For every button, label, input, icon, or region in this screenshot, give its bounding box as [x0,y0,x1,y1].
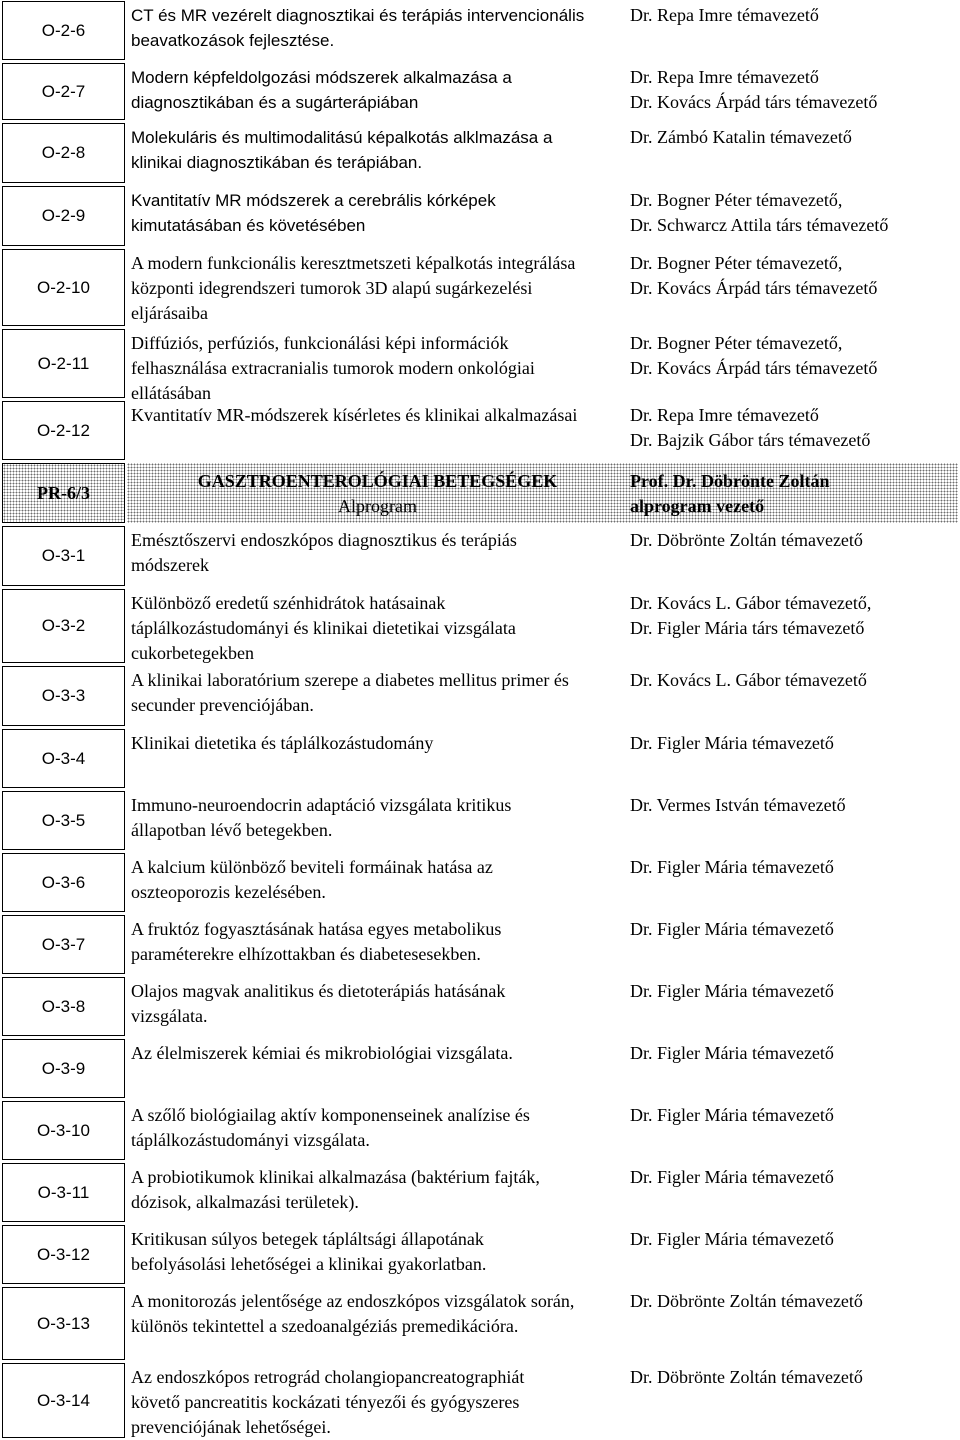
topic-title [131,528,626,578]
advisor-line: Dr. Bogner Péter témavezető, [630,333,843,353]
topic-title-line: Kvantitatív MR módszerek a cerebrális kórképek [131,191,496,210]
topic-title [131,3,626,53]
subprogram-title-block [127,463,628,523]
topic-advisors [630,979,955,1004]
topic-row [0,728,960,790]
topic-title [131,668,626,718]
advisor-line: Dr. Figler Mária témavezető [630,857,834,877]
topic-title [131,1103,626,1153]
topic-title [131,188,626,238]
advisor-line: Dr. Repa Imre témavezető [630,405,819,425]
topic-advisors [630,917,955,942]
topic-title-line: A modern funkcionális keresztmetszeti képalkotás integrálása [131,253,576,273]
topic-row [0,122,960,185]
topic-code: O-3-10 [2,1101,125,1160]
topic-row [0,1224,960,1286]
subprogram-leader-role: alprogram vezető [630,496,765,516]
topic-title-line: kimutatásában és követésében [131,216,366,235]
topic-code: O-2-11 [2,329,125,398]
topic-code: O-3-3 [2,666,125,726]
topic-row [0,185,960,248]
topic-title-line: különös tekintettel a szedoanalgéziás premedikációra. [131,1316,519,1336]
topic-title-line: eljárásaiba [131,303,208,323]
advisor-line: Dr. Schwarcz Attila társ témavezető [630,215,889,235]
topic-advisors [630,1165,955,1190]
topic-title-line: A probiotikumok klinikai alkalmazása (baktérium fajták, [131,1167,540,1187]
topic-title-line: A fruktóz fogyasztásának hatása egyes metabolikus [131,919,502,939]
topic-group-o3 [0,525,960,1440]
topic-title-line: klinikai diagnosztikában és terápiában. [131,153,423,172]
advisor-line: Dr. Döbrönte Zoltán témavezető [630,1291,863,1311]
advisor-line: Dr. Repa Imre témavezető [630,67,819,87]
topic-title-line: állapotban lévő betegekben. [131,820,333,840]
topic-title-line: A monitorozás jelentősége az endoszkópos vizsgálatok során, [131,1291,575,1311]
topic-row [0,62,960,122]
topic-advisors [630,331,955,381]
topic-code: O-2-7 [2,63,125,120]
topic-advisors [630,1365,955,1390]
advisor-line: Dr. Bogner Péter témavezető, [630,190,843,210]
topic-advisors [630,528,955,553]
topic-advisors [630,1227,955,1252]
topic-advisors [630,668,955,693]
topic-title [131,251,626,326]
topic-code: O-3-9 [2,1039,125,1098]
topic-title-line: befolyásolási lehetőségei a klinikai gyakorlatban. [131,1254,487,1274]
topic-code: O-3-4 [2,729,125,788]
topic-title-line: paraméterekre elhízottakban és diabetesesekben. [131,944,481,964]
advisor-line: Dr. Repa Imre témavezető [630,5,819,25]
topic-row [0,790,960,852]
topic-code: O-2-12 [2,401,125,460]
topic-title-line: dózisok, alkalmazási területek). [131,1192,359,1212]
topic-code: O-3-7 [2,915,125,974]
subprogram-leader-name: Prof. Dr. Döbrönte Zoltán [630,471,830,491]
advisor-line: Dr. Figler Mária témavezető [630,981,834,1001]
topic-title-line: központi idegrendszeri tumorok 3D alapú sugárkezelési [131,278,533,298]
topic-code: O-3-12 [2,1225,125,1284]
topic-title [131,731,626,756]
topic-advisors [630,1103,955,1128]
topic-title-line: CT és MR vezérelt diagnosztikai és terápiás intervencionális [131,6,585,25]
topic-title-line: beavatkozások fejlesztése. [131,31,335,50]
topic-title [131,1041,626,1066]
topic-row [0,1100,960,1162]
advisor-line: Dr. Figler Mária témavezető [630,919,834,939]
topic-title-line: A kalcium különböző beviteli formáinak hatása az [131,857,493,877]
topic-advisors [630,591,955,641]
advisor-line: Dr. Kovács L. Gábor témavezető [630,670,867,690]
topic-row [0,665,960,728]
topic-code: O-2-10 [2,249,125,326]
topic-advisors [630,125,955,150]
topic-title-line: módszerek [131,555,209,575]
topic-advisors [630,188,955,238]
topic-advisors [630,1041,955,1066]
topic-code: O-3-5 [2,791,125,850]
topic-row [0,248,960,328]
advisor-line: Dr. Kovács Árpád társ témavezető [630,358,878,378]
topic-title-line: Az endoszkópos retrográd cholangiopancreatographiát [131,1367,525,1387]
topic-row [0,1038,960,1100]
topic-row [0,400,960,462]
topic-advisors [630,65,955,115]
topic-title-line: táplálkozástudományi és klinikai dietetikai vizsgálata [131,618,516,638]
topic-title-line: Kvantitatív MR-módszerek kísérletes és klinikai alkalmazásai [131,405,578,425]
topic-title-line: vizsgálata. [131,1006,208,1026]
topic-code: O-3-6 [2,853,125,912]
topic-advisors [630,793,955,818]
topic-title [131,591,626,666]
advisor-line: Dr. Kovács Árpád társ témavezető [630,278,878,298]
topic-title-line: Diffúziós, perfúziós, funkcionálási képi információk [131,333,509,353]
topic-group-o2 [0,0,960,462]
topic-title-line: Különböző eredetű szénhidrátok hatásainak [131,593,446,613]
topic-title [131,1365,626,1440]
topic-title-line: prevenciójának lehetőségei. [131,1417,331,1437]
topic-code: O-3-2 [2,589,125,663]
topic-title [131,793,626,843]
topic-title [131,855,626,905]
topic-row [0,0,960,62]
topic-title-line: ellátásában [131,383,211,403]
advisor-line: Dr. Figler Mária témavezető [630,1043,834,1063]
topic-title [131,331,626,406]
subprogram-title: GASZTROENTEROLÓGIAI BETEGSÉGEK [197,471,558,491]
topic-title [131,979,626,1029]
topic-code: O-3-13 [2,1287,125,1360]
subprogram-code: PR-6/3 [2,463,125,523]
topic-advisors [630,403,955,453]
topic-advisors [630,855,955,880]
topic-title-line: Klinikai dietetika és táplálkozástudomány [131,733,434,753]
advisor-line: Dr. Figler Mária témavezető [630,1105,834,1125]
topic-title-line: A klinikai laboratórium szerepe a diabetes mellitus primer és [131,670,569,690]
advisor-line: Dr. Figler Mária témavezető [630,1229,834,1249]
topic-row [0,1162,960,1224]
topic-title-line: felhasználása extracranialis tumorok modern onkológiai [131,358,535,378]
topic-title-line: táplálkozástudományi vizsgálata. [131,1130,370,1150]
topic-advisors [630,251,955,301]
topic-code: O-2-8 [2,123,125,183]
topic-title-line: A szőlő biológiailag aktív komponenseinek analízise és [131,1105,530,1125]
topic-title-line: Kritikusan súlyos betegek tápláltsági állapotának [131,1229,484,1249]
topic-title-line: cukorbetegekben [131,643,254,663]
advisor-line: Dr. Bajzik Gábor társ témavezető [630,430,871,450]
topic-row [0,525,960,588]
topic-row [0,1286,960,1362]
topic-row [0,1362,960,1440]
topic-row [0,852,960,914]
topic-row [0,914,960,976]
topic-title-line: Az élelmiszerek kémiai és mikrobiológiai vizsgálata. [131,1043,513,1063]
topic-title [131,403,626,428]
advisor-line: Dr. Vermes István témavezető [630,795,846,815]
advisor-line: Dr. Kovács Árpád társ témavezető [630,92,878,112]
advisor-line: Dr. Döbrönte Zoltán témavezető [630,530,863,550]
advisor-line: Dr. Figler Mária társ témavezető [630,618,865,638]
topic-code: O-2-6 [2,1,125,60]
topic-title-line: oszteoporozis kezelésében. [131,882,326,902]
subprogram-leader-block [628,463,958,523]
topic-title [131,1165,626,1215]
topic-title-line: Olajos magvak analitikus és dietoterápiás hatásának [131,981,506,1001]
topic-advisors [630,731,955,756]
topic-code: O-3-1 [2,526,125,586]
subprogram-subtitle: Alprogram [338,496,417,516]
topic-title-line: Immuno-neuroendocrin adaptáció vizsgálata kritikus [131,795,512,815]
topic-title-line: diagnosztikában és a sugárterápiában [131,93,419,112]
advisor-line: Dr. Kovács L. Gábor témavezető, [630,593,872,613]
advisor-line: Dr. Figler Mária témavezető [630,733,834,753]
topic-row [0,588,960,665]
topic-title-line: Modern képfeldolgozási módszerek alkalmazása a [131,68,512,87]
topic-title-line: követő pancreatitis kockázati tényezői és gyógyszeres [131,1392,520,1412]
advisor-line: Dr. Döbrönte Zoltán témavezető [630,1367,863,1387]
topic-title [131,1227,626,1277]
topic-advisors [630,1289,955,1314]
topic-code: O-2-9 [2,186,125,246]
topic-title [131,65,626,115]
topic-title [131,125,626,175]
topic-advisors [630,3,955,28]
topic-title [131,1289,626,1339]
topic-code: O-3-11 [2,1163,125,1222]
topic-row [0,976,960,1038]
topic-row [0,328,960,403]
topic-title-line: Emésztőszervi endoszkópos diagnosztikus és terápiás [131,530,517,550]
topic-title [131,917,626,967]
advisor-line: Dr. Figler Mária témavezető [630,1167,834,1187]
topic-title-line: secunder prevenciójában. [131,695,314,715]
topic-code: O-3-8 [2,977,125,1036]
advisor-line: Dr. Bogner Péter témavezető, [630,253,843,273]
subprogram-header-row [0,462,960,525]
topic-code: O-3-14 [2,1363,125,1438]
advisor-line: Dr. Zámbó Katalin témavezető [630,127,852,147]
topic-title-line: Molekuláris és multimodalitású képalkotás alklmazása a [131,128,553,147]
